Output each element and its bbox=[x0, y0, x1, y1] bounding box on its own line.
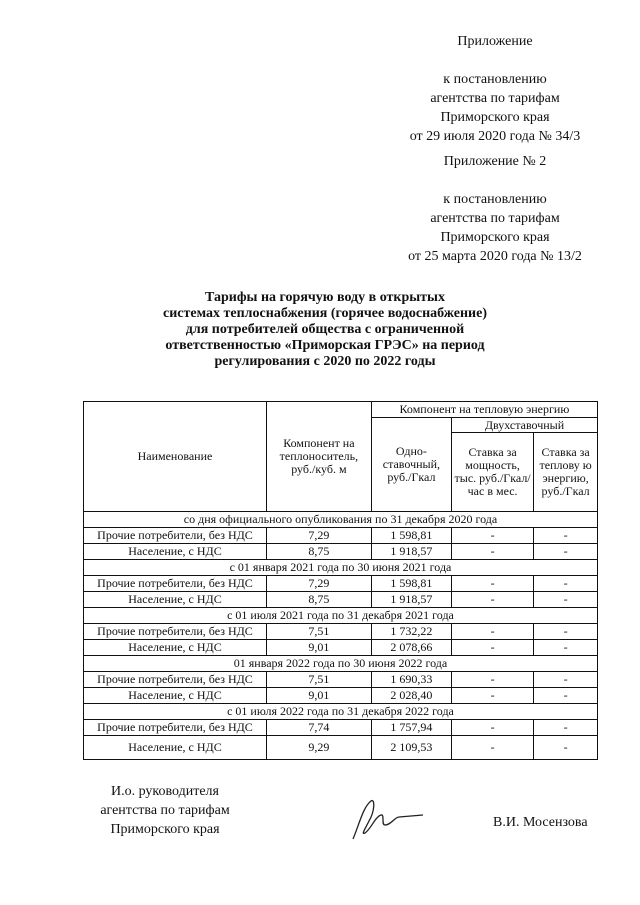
cell-coolant: 7,29 bbox=[266, 528, 371, 544]
appendix-line: Приморского края bbox=[440, 110, 550, 125]
period-label: с 01 июля 2021 года по 31 декабря 2021 года bbox=[84, 608, 598, 624]
appendix-line: от 29 июля 2020 года № 34/3 bbox=[409, 129, 581, 144]
header-one-rate: Одно-ставочный, руб./Гкал bbox=[371, 418, 451, 512]
header-energy: Ставка за теплову ю энергию, руб./Гкал bbox=[534, 433, 598, 512]
cell-energy: - bbox=[534, 528, 598, 544]
cell-one-rate: 2 028,40 bbox=[371, 688, 451, 704]
period-row bbox=[84, 656, 598, 672]
position-line: Приморского края bbox=[110, 822, 220, 837]
table-row bbox=[84, 544, 598, 560]
table-row bbox=[84, 672, 598, 688]
position-line: агентства по тарифам bbox=[100, 803, 230, 818]
cell-energy: - bbox=[534, 640, 598, 656]
cell-energy: - bbox=[534, 736, 598, 760]
cell-capacity: - bbox=[451, 592, 533, 608]
appendix-heading: Приложение bbox=[457, 34, 533, 49]
header-two-rate: Двухставочный bbox=[451, 418, 597, 433]
cell-name: Прочие потребители, без НДС bbox=[84, 528, 267, 544]
period-label: 01 января 2022 года по 30 июня 2022 года bbox=[84, 656, 598, 672]
period-label: с 01 июля 2022 года по 31 декабря 2022 года bbox=[84, 704, 598, 720]
cell-energy: - bbox=[534, 688, 598, 704]
header-capacity: Ставка за мощность, тыс. руб./Гкал/час в мес. bbox=[451, 433, 533, 512]
cell-capacity: - bbox=[451, 720, 533, 736]
cell-capacity: - bbox=[451, 576, 533, 592]
header-name: Наименование bbox=[84, 402, 267, 512]
cell-name: Прочие потребители, без НДС bbox=[84, 672, 267, 688]
cell-coolant: 7,51 bbox=[266, 624, 371, 640]
period-label: с 01 января 2021 года по 30 июня 2021 года bbox=[84, 560, 598, 576]
document-title bbox=[110, 290, 540, 370]
appendix-2-line: Приморского края bbox=[440, 230, 550, 245]
appendix-line: агентства по тарифам bbox=[430, 91, 560, 106]
cell-name: Прочие потребители, без НДС bbox=[84, 720, 267, 736]
cell-one-rate: 1 598,81 bbox=[371, 576, 451, 592]
tariff-table bbox=[83, 401, 598, 760]
cell-coolant: 9,01 bbox=[266, 640, 371, 656]
cell-coolant: 7,74 bbox=[266, 720, 371, 736]
appendix-2-header bbox=[395, 152, 595, 266]
handwritten-signature bbox=[345, 795, 425, 845]
table-row bbox=[84, 640, 598, 656]
cell-name: Население, с НДС bbox=[84, 688, 267, 704]
header-coolant: Компонент на теплоноситель, руб./куб. м bbox=[266, 402, 371, 512]
period-row bbox=[84, 512, 598, 528]
period-row bbox=[84, 560, 598, 576]
cell-coolant: 9,29 bbox=[266, 736, 371, 760]
cell-name: Население, с НДС bbox=[84, 736, 267, 760]
title-line: ответственностью «Приморская ГРЭС» на период bbox=[165, 338, 485, 353]
cell-coolant: 9,01 bbox=[266, 688, 371, 704]
cell-coolant: 7,51 bbox=[266, 672, 371, 688]
signatory-name: В.И. Мосензова bbox=[493, 815, 588, 830]
cell-one-rate: 1 918,57 bbox=[371, 592, 451, 608]
appendix-2-line: от 25 марта 2020 года № 13/2 bbox=[408, 249, 582, 264]
signature-stroke bbox=[353, 801, 423, 839]
signatory-position bbox=[85, 782, 245, 839]
table-row bbox=[84, 592, 598, 608]
period-row bbox=[84, 608, 598, 624]
cell-name: Население, с НДС bbox=[84, 592, 267, 608]
position-line: И.о. руководителя bbox=[110, 784, 219, 799]
period-label: со дня официального опубликования по 31 декабря 2020 года bbox=[84, 512, 598, 528]
cell-name: Прочие потребители, без НДС bbox=[84, 624, 267, 640]
cell-coolant: 7,29 bbox=[266, 576, 371, 592]
appendix-2-line: к постановлению bbox=[443, 192, 547, 207]
cell-one-rate: 1 690,33 bbox=[371, 672, 451, 688]
cell-one-rate: 2 078,66 bbox=[371, 640, 451, 656]
table-row bbox=[84, 720, 598, 736]
cell-coolant: 8,75 bbox=[266, 592, 371, 608]
cell-one-rate: 1 918,57 bbox=[371, 544, 451, 560]
cell-capacity: - bbox=[451, 624, 533, 640]
table-row bbox=[84, 624, 598, 640]
appendix-2-heading: Приложение № 2 bbox=[443, 154, 547, 169]
table-row bbox=[84, 736, 598, 760]
table-row bbox=[84, 528, 598, 544]
cell-capacity: - bbox=[451, 736, 533, 760]
cell-capacity: - bbox=[451, 640, 533, 656]
cell-capacity: - bbox=[451, 688, 533, 704]
cell-energy: - bbox=[534, 720, 598, 736]
period-row bbox=[84, 704, 598, 720]
cell-name: Население, с НДС bbox=[84, 544, 267, 560]
title-line: для потребителей общества с ограниченной bbox=[185, 322, 465, 337]
tariff-body bbox=[84, 512, 598, 760]
cell-energy: - bbox=[534, 592, 598, 608]
title-line: регулирования с 2020 по 2022 годы bbox=[214, 354, 436, 369]
cell-one-rate: 2 109,53 bbox=[371, 736, 451, 760]
cell-energy: - bbox=[534, 624, 598, 640]
cell-capacity: - bbox=[451, 544, 533, 560]
cell-energy: - bbox=[534, 576, 598, 592]
appendix-2-line: агентства по тарифам bbox=[430, 211, 560, 226]
cell-one-rate: 1 598,81 bbox=[371, 528, 451, 544]
appendix-header bbox=[395, 32, 595, 146]
title-line: Тарифы на горячую воду в открытых bbox=[205, 290, 445, 305]
table-row bbox=[84, 576, 598, 592]
cell-one-rate: 1 732,22 bbox=[371, 624, 451, 640]
table-row bbox=[84, 688, 598, 704]
cell-energy: - bbox=[534, 672, 598, 688]
cell-coolant: 8,75 bbox=[266, 544, 371, 560]
cell-capacity: - bbox=[451, 528, 533, 544]
cell-name: Население, с НДС bbox=[84, 640, 267, 656]
cell-one-rate: 1 757,94 bbox=[371, 720, 451, 736]
header-thermal: Компонент на тепловую энергию bbox=[371, 402, 597, 418]
title-line: системах теплоснабжения (горячее водоснабжение) bbox=[163, 306, 487, 321]
cell-name: Прочие потребители, без НДС bbox=[84, 576, 267, 592]
appendix-line: к постановлению bbox=[443, 72, 547, 87]
cell-capacity: - bbox=[451, 672, 533, 688]
cell-energy: - bbox=[534, 544, 598, 560]
